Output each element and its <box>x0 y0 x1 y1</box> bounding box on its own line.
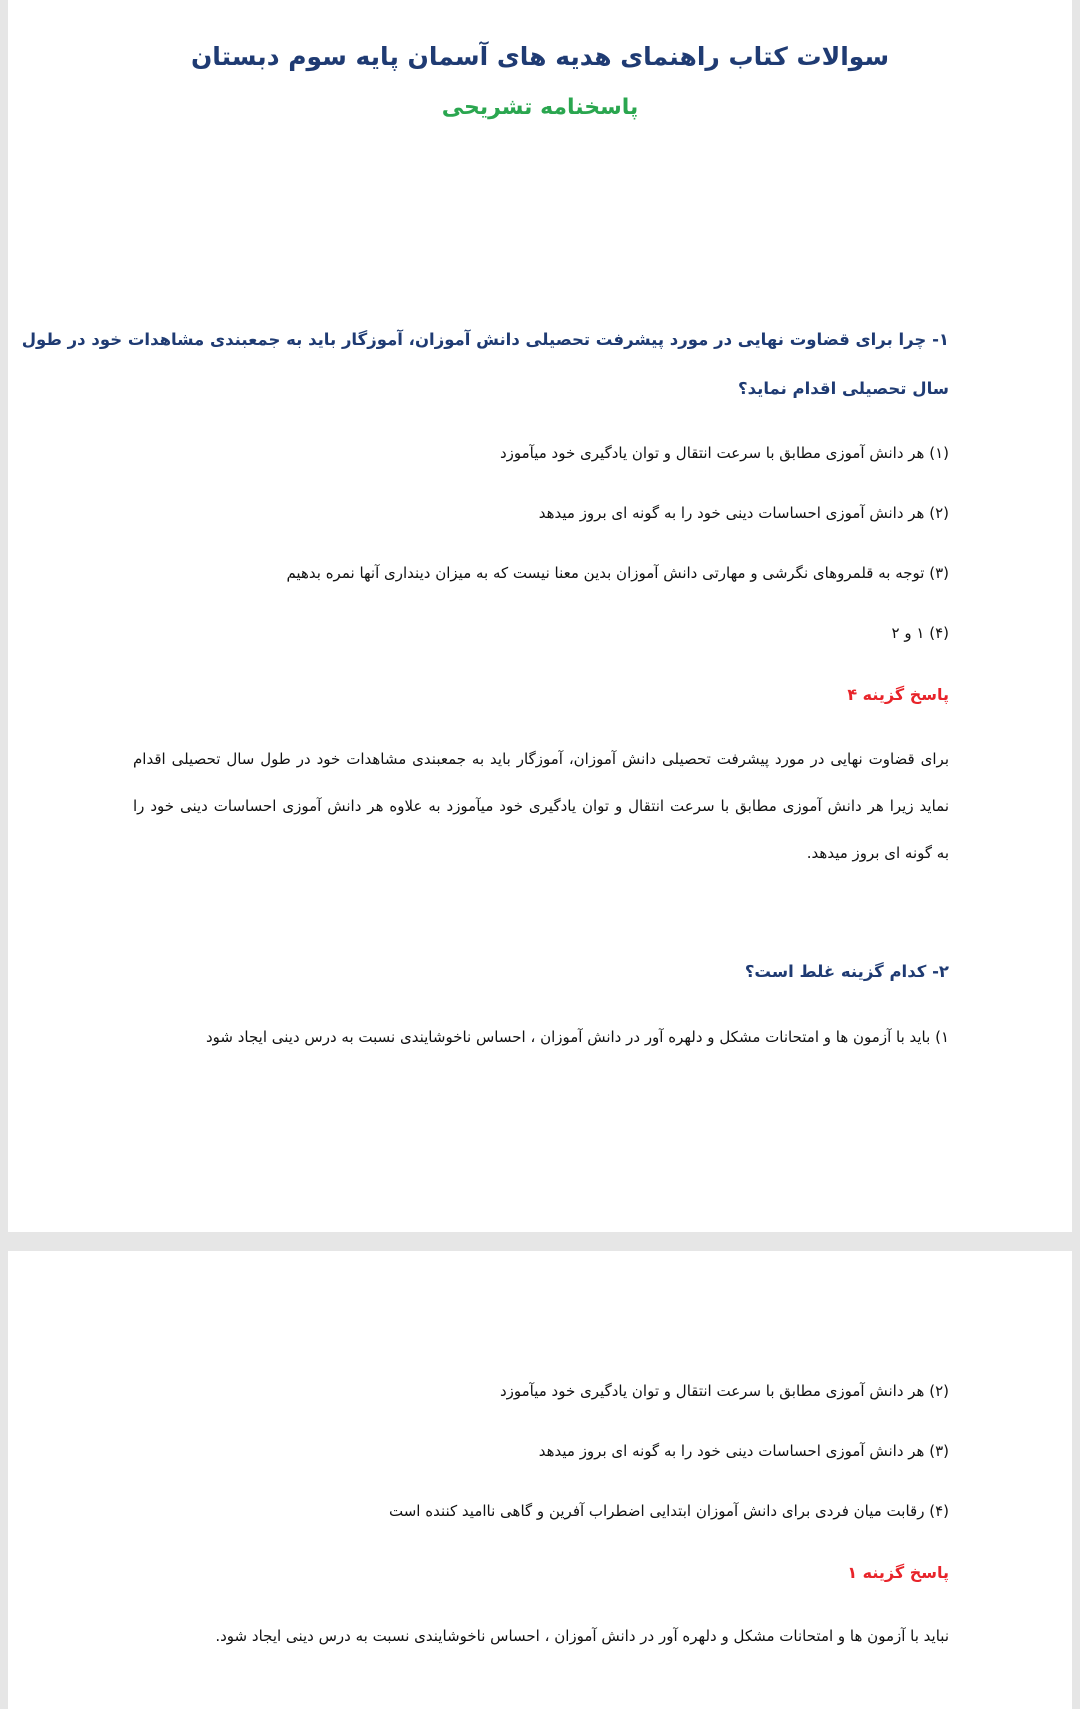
question-2-option-1: ۱) باید با آزمون ها و امتحانات مشکل و دلهره آور در دانش آموزان ، احساس ناخوشایندی نسبت به درس دینی ایجاد شود <box>205 1028 949 1046</box>
question-1-text-line-2: سال تحصیلی اقدام نماید؟ <box>738 379 949 398</box>
question-1-explanation-line-1: برای قضاوت نهایی در مورد پیشرفت تحصیلی دانش آموزان، آموزگار باید به جمعبندی مشاهدات خود در طول سال تحصیلی اقدام <box>133 750 949 768</box>
question-2-answer: پاسخ گزینه ۱ <box>847 1563 949 1582</box>
question-2-text: ۲- کدام گزینه غلط است؟ <box>744 962 949 981</box>
question-1-option-2: (۲) هر دانش آموزی احساسات دینی خود را به گونه ای بروز میدهد <box>538 504 949 522</box>
question-1-option-3: (۳) توجه به قلمروهای نگرشی و مهارتی دانش آموزان بدین معنا نیست که به میزان دینداری آنها نمره بدهیم <box>286 564 949 582</box>
question-1-explanation-line-2: نماید زیرا هر دانش آموزی مطابق با سرعت انتقال و توان یادگیری خود میآموزد به علاوه هر دانش آموزی احساسات دینی خود را <box>133 797 949 815</box>
question-1-answer: پاسخ گزینه ۴ <box>847 685 949 704</box>
question-2-explanation: نباید با آزمون ها و امتحانات مشکل و دلهره آور در دانش آموزان ، احساس ناخوشایندی نسبت به درس دینی ایجاد شود. <box>215 1627 949 1645</box>
document-subtitle: پاسخنامه تشریحی <box>441 95 639 120</box>
question-1-explanation-line-3: به گونه ای بروز میدهد. <box>806 844 949 862</box>
document-page-1 <box>8 0 1072 1232</box>
question-2-option-3: (۳) هر دانش آموزی احساسات دینی خود را به گونه ای بروز میدهد <box>538 1442 949 1460</box>
question-2-option-2: (۲) هر دانش آموزی مطابق با سرعت انتقال و توان یادگیری خود میآموزد <box>499 1382 949 1400</box>
question-1-text-line-1: ۱- چرا برای قضاوت نهایی در مورد پیشرفت تحصیلی دانش آموزان، آموزگار باید به جمعبندی مشاهدات خود در طول <box>21 330 949 349</box>
document-title: سوالات کتاب راهنمای هدیه های آسمان پایه سوم دبستان <box>190 42 890 71</box>
question-2-option-4: (۴) رقابت میان فردی برای دانش آموزان ابتدایی اضطراب آفرین و گاهی ناامید کننده است <box>389 1502 949 1520</box>
document-page-2 <box>8 1251 1072 1709</box>
question-1-option-1: (۱) هر دانش آموزی مطابق با سرعت انتقال و توان یادگیری خود میآموزد <box>499 444 949 462</box>
question-1-option-4: (۴) ۱ و ۲ <box>891 624 949 642</box>
